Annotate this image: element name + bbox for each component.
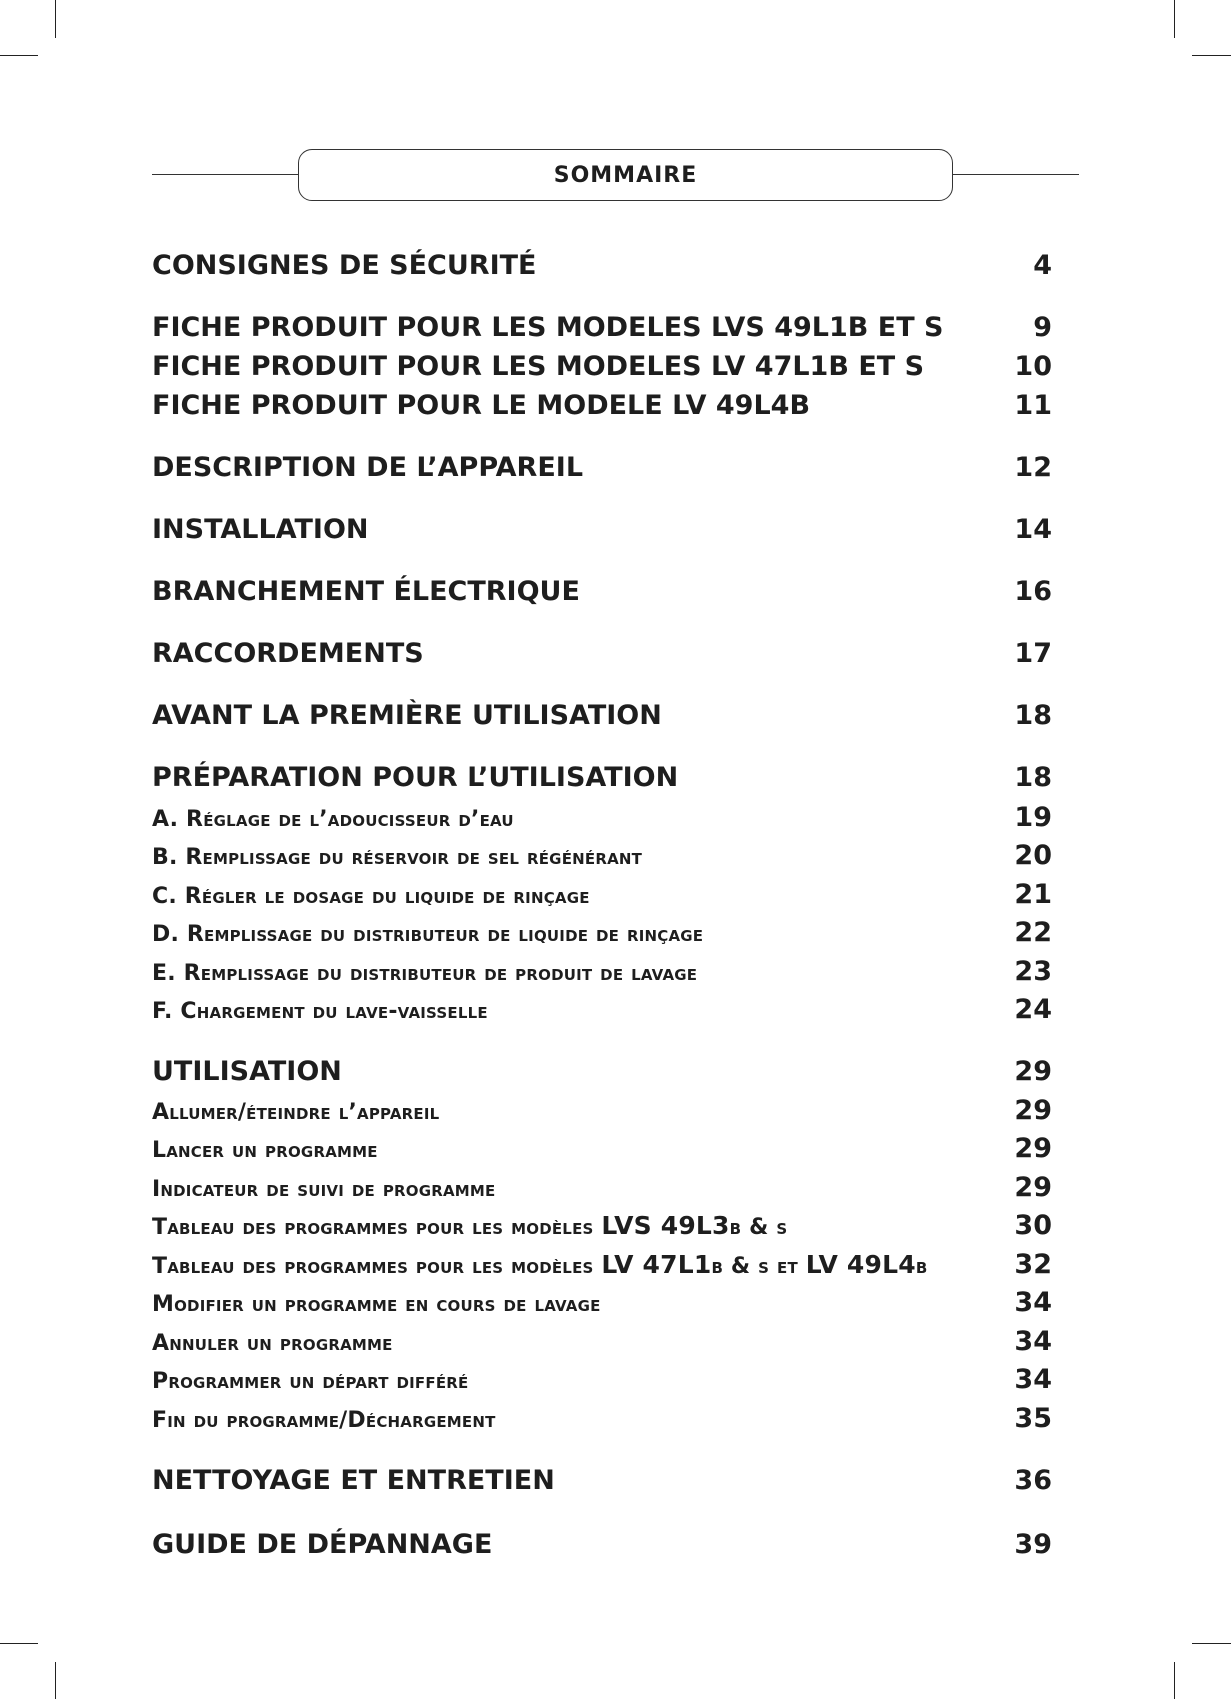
toc-label: AVANT LA PREMIÈRE UTILISATION [152, 700, 662, 731]
toc-page: 34 [1014, 1287, 1052, 1318]
toc-page: 18 [1014, 762, 1052, 793]
toc-label [152, 1250, 927, 1279]
toc-label: NETTOYAGE ET ENTRETIEN [152, 1465, 555, 1496]
toc-page: 30 [1014, 1210, 1052, 1241]
crop-mark [0, 1643, 38, 1644]
toc-subentry [152, 1287, 1052, 1318]
toc-page: 18 [1014, 700, 1052, 731]
toc-entry [152, 312, 1052, 343]
toc-subentry [152, 1095, 1052, 1126]
toc-page: 39 [1014, 1529, 1052, 1560]
crop-mark [1174, 1662, 1175, 1699]
toc-label: Modifier un programme en cours de lavage [152, 1292, 601, 1317]
toc-label: Allumer/éteindre l’appareil [152, 1100, 440, 1125]
toc-entry [152, 351, 1052, 382]
toc-label: Programmer un départ différé [152, 1369, 469, 1394]
crop-mark [0, 55, 38, 56]
toc-subentry [152, 840, 1052, 871]
toc-page: 21 [1014, 879, 1052, 910]
toc-subentry [152, 802, 1052, 833]
toc-page: 29 [1014, 1095, 1052, 1126]
toc-entry [152, 700, 1052, 731]
toc-page: 29 [1014, 1133, 1052, 1164]
toc-label: PRÉPARATION POUR L’UTILISATION [152, 762, 679, 793]
toc-page: 24 [1014, 994, 1052, 1025]
toc-page: 36 [1014, 1465, 1052, 1496]
toc-page: 14 [1014, 514, 1052, 545]
model-name: LV 47L1 [601, 1250, 712, 1279]
toc-entry [152, 1056, 1052, 1087]
crop-mark [1174, 0, 1175, 38]
toc-label: A. Réglage de l’adoucisseur d’eau [152, 807, 514, 832]
toc-label: DESCRIPTION DE L’APPAREIL [152, 452, 584, 483]
toc-page: 4 [1033, 250, 1052, 281]
toc-page: 17 [1014, 638, 1052, 669]
header-rule-left [152, 174, 298, 175]
toc-label: UTILISATION [152, 1056, 342, 1087]
toc-entry [152, 390, 1052, 421]
toc-entry [152, 452, 1052, 483]
toc-entry [152, 250, 1052, 281]
toc-label: FICHE PRODUIT POUR LE MODELE LV 49L4B [152, 390, 811, 421]
header-rule-right [953, 174, 1079, 175]
toc-page: 12 [1014, 452, 1052, 483]
toc-page: 35 [1014, 1403, 1052, 1434]
toc-subentry [152, 1364, 1052, 1395]
toc-page: 29 [1014, 1172, 1052, 1203]
crop-mark [55, 0, 56, 38]
toc-page: 20 [1014, 840, 1052, 871]
toc-entry [152, 576, 1052, 607]
toc-label: F. Chargement du lave-vaisselle [152, 999, 488, 1024]
toc-subentry [152, 956, 1052, 987]
toc-page: 16 [1014, 576, 1052, 607]
toc-entry [152, 514, 1052, 545]
toc-label: C. Régler le dosage du liquide de rinçage [152, 884, 590, 909]
toc-label: FICHE PRODUIT POUR LES MODELES LV 47L1B ET S [152, 351, 925, 382]
toc-subentry [152, 1403, 1052, 1434]
toc-page: 19 [1014, 802, 1052, 833]
toc-page: 34 [1014, 1364, 1052, 1395]
toc-subentry [152, 1210, 1052, 1241]
toc-label: Fin du programme/Déchargement [152, 1408, 496, 1433]
toc-page: 22 [1014, 917, 1052, 948]
toc-label: Annuler un programme [152, 1331, 393, 1356]
toc-subentry [152, 1249, 1052, 1280]
toc-label-text: Tableau des programmes pour les modèles [152, 1254, 602, 1279]
header-box [298, 149, 953, 201]
toc-subentry [152, 1172, 1052, 1203]
toc-subentry [152, 994, 1052, 1025]
toc-label: FICHE PRODUIT POUR LES MODELES LVS 49L1B ET S [152, 312, 944, 343]
toc-entry [152, 1529, 1052, 1560]
toc-subentry [152, 1133, 1052, 1164]
toc-label: INSTALLATION [152, 514, 369, 545]
toc-label: D. Remplissage du distributeur de liquide de rinçage [152, 922, 704, 947]
toc-label: B. Remplissage du réservoir de sel régénérant [152, 845, 643, 870]
toc-label: CONSIGNES DE SÉCURITÉ [152, 250, 537, 281]
toc-label: GUIDE DE DÉPANNAGE [152, 1529, 493, 1560]
toc-entry [152, 638, 1052, 669]
toc-label: Lancer un programme [152, 1138, 378, 1163]
toc-label [152, 1211, 787, 1240]
toc-label: RACCORDEMENTS [152, 638, 424, 669]
toc-label-text: Tableau des programmes pour les modèles [152, 1215, 602, 1240]
toc-page: 10 [1014, 351, 1052, 382]
toc-page: 29 [1014, 1056, 1052, 1087]
model-suffix: b & s et [711, 1254, 806, 1279]
model-name: LVS 49L3 [601, 1211, 730, 1240]
model-name: LV 49L4 [805, 1250, 916, 1279]
toc-subentry [152, 917, 1052, 948]
crop-mark [1192, 55, 1231, 56]
model-suffix: b [915, 1254, 928, 1279]
toc-label: Indicateur de suivi de programme [152, 1177, 496, 1202]
toc-subentry [152, 879, 1052, 910]
toc-entry [152, 1465, 1052, 1496]
toc-page: 23 [1014, 956, 1052, 987]
crop-mark [55, 1662, 56, 1699]
crop-mark [1192, 1643, 1231, 1644]
toc-page: 11 [1014, 390, 1052, 421]
toc-page: 34 [1014, 1326, 1052, 1357]
page-title: SOMMAIRE [553, 162, 698, 188]
toc-page: 32 [1014, 1249, 1052, 1280]
toc-page: 9 [1033, 312, 1052, 343]
toc-subentry [152, 1326, 1052, 1357]
toc-label: BRANCHEMENT ÉLECTRIQUE [152, 576, 580, 607]
toc-label: E. Remplissage du distributeur de produit de lavage [152, 961, 698, 986]
model-suffix: b & s [729, 1215, 788, 1240]
toc-entry [152, 762, 1052, 793]
